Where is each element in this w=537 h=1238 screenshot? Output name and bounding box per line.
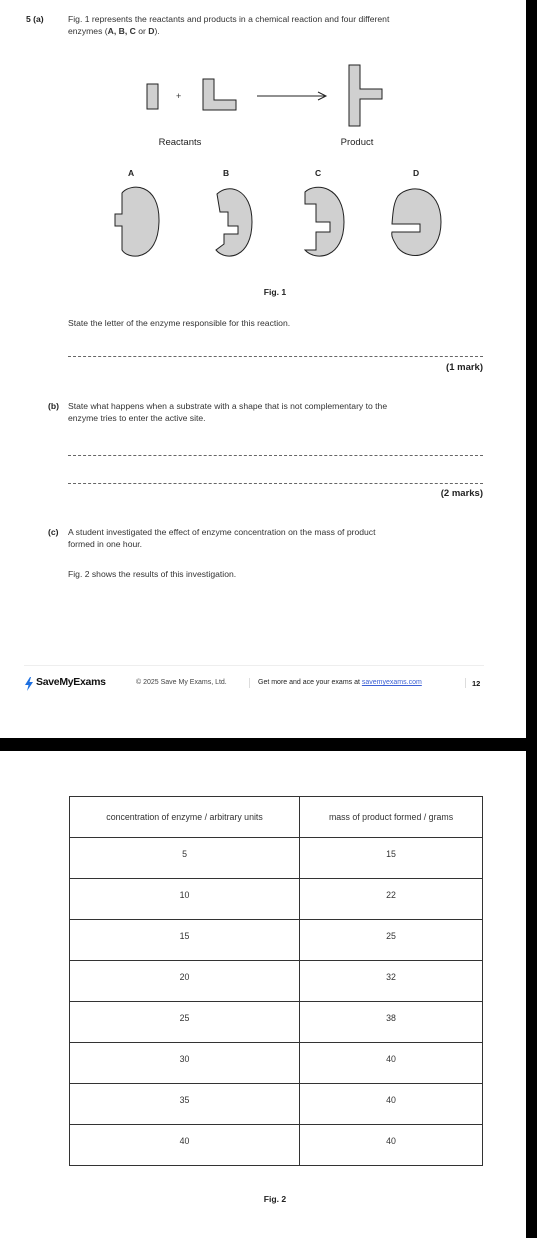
question-5b-marks: (2 marks)	[440, 488, 483, 499]
enzyme-label-d: D	[413, 168, 420, 178]
text-fragment: enzymes (	[68, 26, 108, 36]
cell-concentration: 30	[70, 1043, 300, 1084]
question-5c-line2: formed in one hour.	[68, 539, 143, 549]
enzyme-letters-bold: A, B, C	[107, 26, 136, 36]
cell-mass: 22	[300, 879, 483, 920]
fig1-caption: Fig. 1	[263, 287, 287, 297]
answer-line-5b-2[interactable]	[68, 483, 483, 484]
enzyme-c-shape	[305, 187, 344, 256]
cell-concentration: 35	[70, 1084, 300, 1125]
question-5b-line1: State what happens when a substrate with a shape that is not complementary to the	[68, 401, 388, 411]
header-enzyme-concentration: concentration of enzyme / arbitrary units	[70, 797, 300, 838]
table-row	[70, 838, 483, 879]
lightning-bolt-icon	[24, 677, 34, 691]
table-header-row	[70, 797, 483, 838]
answer-line-5a[interactable]	[68, 356, 483, 357]
exam-page-2	[0, 751, 526, 1238]
product-shape	[349, 65, 382, 126]
cell-concentration: 15	[70, 920, 300, 961]
reactant-rectangle	[147, 84, 158, 109]
cell-mass: 25	[300, 920, 483, 961]
header-mass-product: mass of product formed / grams	[300, 797, 483, 838]
page-number: 12	[472, 679, 481, 688]
question-5c-line3: Fig. 2 shows the results of this investigation.	[68, 569, 237, 579]
enzyme-d-shape	[392, 189, 441, 256]
cell-concentration: 5	[70, 838, 300, 879]
cell-concentration: 20	[70, 961, 300, 1002]
footer-divider	[24, 665, 484, 666]
reactants-label: Reactants	[158, 137, 202, 148]
enzyme-a-shape	[115, 187, 159, 256]
cell-mass: 32	[300, 961, 483, 1002]
brand-logo-text: SaveMyExams	[36, 676, 106, 688]
question-5b-number: (b)	[48, 401, 59, 411]
table-row	[70, 1084, 483, 1125]
text-fragment: or	[135, 26, 149, 36]
question-5c-number: (c)	[48, 527, 59, 537]
enzyme-label-b: B	[223, 168, 230, 178]
table-row	[70, 1125, 483, 1166]
question-5a-number: 5 (a)	[26, 14, 44, 24]
enzyme-b-shape	[216, 189, 252, 256]
table-row	[70, 1043, 483, 1084]
cell-mass: 40	[300, 1125, 483, 1166]
text-fragment: ).	[154, 26, 160, 36]
cell-mass: 40	[300, 1043, 483, 1084]
plus-sign: +	[176, 91, 182, 101]
page-footer	[0, 676, 526, 698]
cell-mass: 38	[300, 1002, 483, 1043]
savemyexams-link[interactable]: savemyexams.com	[361, 679, 422, 686]
table-row	[70, 961, 483, 1002]
question-5a-prompt: State the letter of the enzyme responsible for this reaction.	[68, 318, 291, 328]
fig1-diagram	[0, 0, 526, 300]
footer-getmore	[258, 679, 422, 686]
cell-concentration: 10	[70, 879, 300, 920]
reactant-l-shape	[203, 79, 236, 110]
answer-line-5b-1[interactable]	[68, 455, 483, 456]
cell-concentration: 25	[70, 1002, 300, 1043]
getmore-text: Get more and ace your exams at	[258, 679, 362, 686]
fig2-caption: Fig. 2	[263, 1194, 287, 1204]
table-row	[70, 920, 483, 961]
enzyme-label-c: C	[315, 168, 322, 178]
footer-separator	[249, 678, 250, 688]
footer-copyright: © 2025 Save My Exams, Ltd.	[136, 679, 227, 686]
cell-concentration: 40	[70, 1125, 300, 1166]
table-row	[70, 879, 483, 920]
question-5a-text-line1: Fig. 1 represents the reactants and products in a chemical reaction and four different	[68, 14, 390, 24]
cell-mass: 15	[300, 838, 483, 879]
product-label: Product	[340, 137, 374, 148]
question-5c-line1: A student investigated the effect of enzyme concentration on the mass of product	[68, 527, 376, 537]
question-5a-marks: (1 mark)	[446, 362, 483, 373]
results-table	[69, 796, 483, 1166]
footer-separator-2	[465, 678, 466, 688]
cell-mass: 40	[300, 1084, 483, 1125]
question-5b-line2: enzyme tries to enter the active site.	[68, 413, 206, 423]
table-row	[70, 1002, 483, 1043]
enzyme-letter-d-bold: D	[148, 26, 155, 36]
enzyme-label-a: A	[128, 168, 135, 178]
